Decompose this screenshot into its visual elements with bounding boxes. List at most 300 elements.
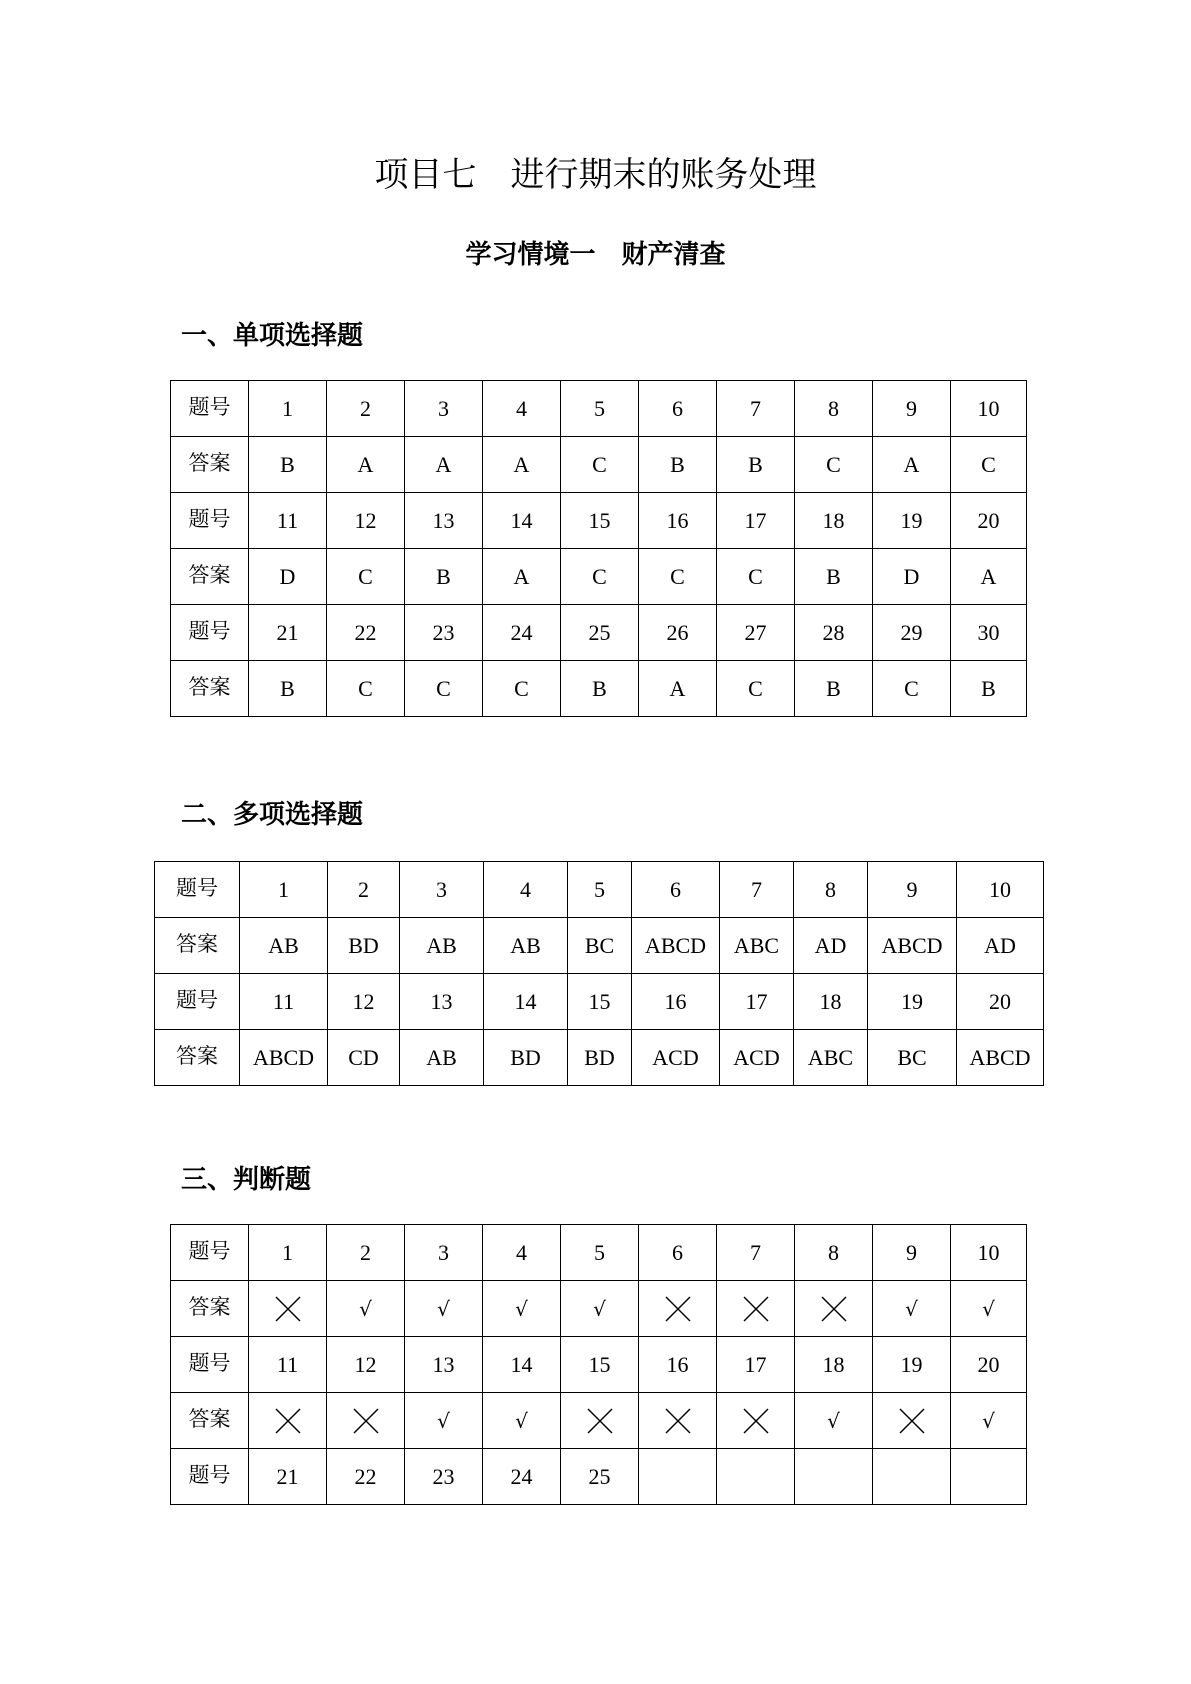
table-cell xyxy=(483,1337,561,1393)
table-cell xyxy=(639,605,717,661)
table-cell xyxy=(327,381,405,437)
table-cell xyxy=(561,1337,639,1393)
cross-mark-icon xyxy=(275,1408,301,1434)
check-mark: √ xyxy=(515,1408,528,1433)
table-row xyxy=(171,1393,1027,1449)
table-cell xyxy=(873,605,951,661)
cell-value: 3 xyxy=(438,395,449,421)
cell-value: C xyxy=(748,675,763,701)
cell-value: 18 xyxy=(822,507,845,533)
cell-value: 11 xyxy=(276,507,299,533)
section-heading-multiple-choice: 二、多项选择题 xyxy=(181,800,364,830)
cross-mark-icon xyxy=(743,1408,769,1434)
table-cell xyxy=(951,381,1027,437)
table-cell xyxy=(400,862,484,918)
table-cell xyxy=(484,974,568,1030)
table-cell xyxy=(632,974,720,1030)
table-row xyxy=(171,493,1027,549)
table-cell xyxy=(720,974,794,1030)
table-cell xyxy=(561,1281,639,1337)
row-label-text: 题号 xyxy=(188,619,231,643)
cross-mark-icon xyxy=(821,1296,847,1322)
table-cell xyxy=(632,862,720,918)
table-cell xyxy=(328,918,400,974)
cell-value: A xyxy=(980,563,997,589)
table-cell xyxy=(720,1030,794,1086)
table-cell xyxy=(795,437,873,493)
table-cell xyxy=(327,1393,405,1449)
cell-value: 8 xyxy=(828,1239,839,1265)
table-cell xyxy=(327,437,405,493)
table-cell xyxy=(240,974,328,1030)
table-cell xyxy=(639,549,717,605)
page-subtitle: 学习情境一 财产清查 xyxy=(465,240,726,270)
table-cell xyxy=(568,918,632,974)
table-cell xyxy=(717,437,795,493)
table-cell xyxy=(794,862,868,918)
table-cell xyxy=(873,381,951,437)
table-cell xyxy=(484,918,568,974)
table-cell xyxy=(484,1030,568,1086)
table-cell xyxy=(240,862,328,918)
table-cell xyxy=(568,862,632,918)
table-cell xyxy=(483,437,561,493)
table-cell xyxy=(795,493,873,549)
table-cell xyxy=(561,1449,639,1505)
cell-value: C xyxy=(358,563,373,589)
table-cell xyxy=(632,1030,720,1086)
row-label xyxy=(171,493,249,549)
cell-value: 18 xyxy=(819,988,842,1014)
cell-value: 20 xyxy=(977,507,1000,533)
cell-value: 14 xyxy=(510,1351,533,1377)
cell-value: B xyxy=(826,563,841,589)
cell-value: B xyxy=(436,563,451,589)
cell-value: B xyxy=(280,675,295,701)
cell-value: 7 xyxy=(750,395,761,421)
table-cell xyxy=(795,1225,873,1281)
cell-value: AB xyxy=(426,932,457,958)
table-cell xyxy=(405,661,483,717)
cell-value: 9 xyxy=(906,1239,917,1265)
row-label xyxy=(171,661,249,717)
cell-value: 2 xyxy=(360,395,371,421)
cell-value: 27 xyxy=(744,619,767,645)
table-row xyxy=(171,381,1027,437)
table-cell xyxy=(249,1393,327,1449)
row-label xyxy=(155,918,240,974)
table-cell xyxy=(483,1281,561,1337)
cell-value: 14 xyxy=(514,988,537,1014)
table-cell xyxy=(639,1225,717,1281)
cell-value: 2 xyxy=(360,1239,371,1265)
table-cell xyxy=(249,549,327,605)
table-cell xyxy=(483,493,561,549)
table-cell xyxy=(795,1337,873,1393)
row-label-text: 答案 xyxy=(188,563,231,587)
cell-value: 10 xyxy=(989,876,1011,902)
table-cell xyxy=(561,1225,639,1281)
table-cell xyxy=(405,437,483,493)
cell-value: 19 xyxy=(901,988,923,1014)
table-cell xyxy=(639,1449,717,1505)
cell-value: 11 xyxy=(272,988,295,1014)
page-title: 项目七 进行期末的账务处理 xyxy=(374,155,817,195)
table-cell xyxy=(483,1225,561,1281)
table-cell xyxy=(483,1449,561,1505)
cell-value: 15 xyxy=(588,988,611,1014)
table-cell xyxy=(405,549,483,605)
table-cell xyxy=(249,661,327,717)
table-cell xyxy=(717,1225,795,1281)
table-cell xyxy=(328,1030,400,1086)
check-mark: √ xyxy=(437,1408,450,1433)
cell-value: A xyxy=(435,451,452,477)
cross-mark-icon xyxy=(587,1408,613,1434)
table-cell xyxy=(483,381,561,437)
row-label-text: 题号 xyxy=(176,876,218,900)
cell-value: AD xyxy=(984,932,1016,958)
table-cell xyxy=(868,1030,957,1086)
table-cell xyxy=(327,1225,405,1281)
table-cell xyxy=(957,1030,1044,1086)
table-cell xyxy=(327,1337,405,1393)
table-cell xyxy=(873,661,951,717)
table-cell xyxy=(483,1393,561,1449)
cell-value: 6 xyxy=(672,395,683,421)
cell-value: 30 xyxy=(977,619,1000,645)
cell-value: C xyxy=(592,563,607,589)
table-cell xyxy=(328,974,400,1030)
table-row xyxy=(171,1225,1027,1281)
table-cell xyxy=(873,1449,951,1505)
table-cell xyxy=(951,437,1027,493)
row-label xyxy=(171,437,249,493)
table-row xyxy=(171,437,1027,493)
cell-value: B xyxy=(981,675,996,701)
cell-value: AB xyxy=(426,1044,457,1070)
cell-value: 21 xyxy=(276,619,299,645)
table-row xyxy=(171,1449,1027,1505)
cross-mark-icon xyxy=(743,1296,769,1322)
multiple-choice-answer-table xyxy=(154,861,1044,1086)
cell-value: C xyxy=(358,675,373,701)
table-cell xyxy=(717,1393,795,1449)
table-cell xyxy=(405,605,483,661)
table-cell xyxy=(561,381,639,437)
cell-value: D xyxy=(903,563,920,589)
row-label-text: 答案 xyxy=(176,932,218,956)
cell-value: 3 xyxy=(436,876,447,902)
cell-value: 4 xyxy=(516,395,527,421)
table-cell xyxy=(327,549,405,605)
cell-value: B xyxy=(592,675,607,701)
table-cell xyxy=(561,437,639,493)
table-cell xyxy=(327,1449,405,1505)
table-cell xyxy=(873,1225,951,1281)
table-cell xyxy=(405,493,483,549)
table-cell xyxy=(951,1393,1027,1449)
table-cell xyxy=(873,1393,951,1449)
cell-value: 25 xyxy=(588,1463,611,1489)
row-label-text: 答案 xyxy=(188,451,231,475)
table-cell xyxy=(868,974,957,1030)
table-cell xyxy=(561,493,639,549)
cell-value: C xyxy=(981,451,996,477)
cell-value: BC xyxy=(897,1044,927,1070)
check-mark: √ xyxy=(827,1408,840,1433)
table-cell xyxy=(240,1030,328,1086)
cell-value: C xyxy=(904,675,919,701)
cell-value: 17 xyxy=(744,1351,767,1377)
cell-value: 12 xyxy=(354,1351,377,1377)
cell-value: 17 xyxy=(745,988,768,1014)
cell-value: C xyxy=(748,563,763,589)
cross-mark-icon xyxy=(665,1408,691,1434)
table-cell xyxy=(717,661,795,717)
table-cell xyxy=(484,862,568,918)
row-label-text: 题号 xyxy=(188,395,231,419)
table-row xyxy=(171,1337,1027,1393)
table-cell xyxy=(868,918,957,974)
cell-value: 4 xyxy=(516,1239,527,1265)
cell-value: A xyxy=(669,675,686,701)
cell-value: ACD xyxy=(733,1044,780,1070)
row-label xyxy=(171,605,249,661)
cell-value: B xyxy=(280,451,295,477)
cell-value: 5 xyxy=(594,876,605,902)
cell-value: 20 xyxy=(989,988,1011,1014)
table-cell xyxy=(400,918,484,974)
cell-value: 5 xyxy=(594,1239,605,1265)
table-cell xyxy=(561,549,639,605)
row-label-text: 答案 xyxy=(188,675,231,699)
cell-value: A xyxy=(513,563,530,589)
check-mark: √ xyxy=(982,1408,995,1433)
table-row xyxy=(155,918,1044,974)
table-cell xyxy=(795,661,873,717)
single-choice-answer-table xyxy=(170,380,1027,717)
cell-value: A xyxy=(513,451,530,477)
table-cell xyxy=(400,1030,484,1086)
check-mark: √ xyxy=(905,1296,918,1321)
cell-value: 24 xyxy=(510,1463,533,1489)
cell-value: 15 xyxy=(588,1351,611,1377)
table-cell xyxy=(483,549,561,605)
cell-value: ABCD xyxy=(881,932,943,958)
table-cell xyxy=(951,1337,1027,1393)
table-row xyxy=(171,549,1027,605)
table-cell xyxy=(795,1393,873,1449)
table-row xyxy=(155,974,1044,1030)
cell-value: 6 xyxy=(670,876,681,902)
cell-value: 2 xyxy=(358,876,369,902)
table-cell xyxy=(249,1225,327,1281)
row-label xyxy=(171,1225,249,1281)
section-heading-true-false: 三、判断题 xyxy=(181,1165,312,1195)
table-row xyxy=(171,661,1027,717)
cell-value: 26 xyxy=(666,619,689,645)
table-cell xyxy=(639,661,717,717)
row-label xyxy=(171,1337,249,1393)
table-cell xyxy=(639,381,717,437)
cell-value: BD xyxy=(584,1044,615,1070)
table-cell xyxy=(951,1449,1027,1505)
row-label-text: 题号 xyxy=(188,1463,231,1487)
cell-value: 22 xyxy=(354,619,377,645)
table-cell xyxy=(327,1281,405,1337)
table-row xyxy=(171,605,1027,661)
cell-value: 29 xyxy=(900,619,923,645)
table-cell xyxy=(951,1281,1027,1337)
cell-value: 8 xyxy=(825,876,836,902)
row-label-text: 题号 xyxy=(188,1351,231,1375)
cross-mark-icon xyxy=(899,1408,925,1434)
table-cell xyxy=(249,605,327,661)
table-cell xyxy=(249,1281,327,1337)
check-mark: √ xyxy=(593,1296,606,1321)
table-cell xyxy=(717,381,795,437)
table-row xyxy=(155,1030,1044,1086)
row-label xyxy=(171,381,249,437)
cell-value: D xyxy=(279,563,296,589)
cell-value: 25 xyxy=(588,619,611,645)
cell-value: 21 xyxy=(276,1463,299,1489)
cross-mark-icon xyxy=(665,1296,691,1322)
table-cell xyxy=(720,918,794,974)
cell-value: 17 xyxy=(744,507,767,533)
cell-value: 18 xyxy=(822,1351,845,1377)
row-label-text: 题号 xyxy=(188,507,231,531)
check-mark: √ xyxy=(359,1296,372,1321)
cell-value: C xyxy=(592,451,607,477)
row-label xyxy=(155,974,240,1030)
table-cell xyxy=(249,381,327,437)
cell-value: BD xyxy=(510,1044,541,1070)
table-cell xyxy=(794,974,868,1030)
row-label xyxy=(171,1449,249,1505)
row-label-text: 题号 xyxy=(188,1239,231,1263)
cell-value: 24 xyxy=(510,619,533,645)
cell-value: 7 xyxy=(751,876,762,902)
table-cell xyxy=(717,493,795,549)
cell-value: 14 xyxy=(510,507,533,533)
cell-value: 15 xyxy=(588,507,611,533)
cell-value: 1 xyxy=(282,395,293,421)
table-cell xyxy=(568,1030,632,1086)
table-cell xyxy=(951,605,1027,661)
table-cell xyxy=(405,1449,483,1505)
cell-value: C xyxy=(826,451,841,477)
table-cell xyxy=(327,493,405,549)
cell-value: 9 xyxy=(906,395,917,421)
cell-value: 22 xyxy=(354,1463,377,1489)
table-cell xyxy=(561,1393,639,1449)
table-cell xyxy=(717,1449,795,1505)
cell-value: B xyxy=(748,451,763,477)
cell-value: 12 xyxy=(352,988,375,1014)
table-cell xyxy=(957,974,1044,1030)
cell-value: AB xyxy=(510,932,541,958)
row-label xyxy=(155,862,240,918)
table-cell xyxy=(639,493,717,549)
row-label-text: 答案 xyxy=(188,1407,231,1431)
table-cell xyxy=(957,862,1044,918)
cell-value: A xyxy=(357,451,374,477)
table-cell xyxy=(873,437,951,493)
cell-value: 6 xyxy=(672,1239,683,1265)
row-label xyxy=(171,1393,249,1449)
table-cell xyxy=(249,493,327,549)
table-cell xyxy=(951,661,1027,717)
table-row xyxy=(171,1281,1027,1337)
table-cell xyxy=(400,974,484,1030)
cell-value: 16 xyxy=(666,1351,689,1377)
table-cell xyxy=(240,918,328,974)
table-cell xyxy=(873,549,951,605)
cross-mark-icon xyxy=(275,1296,301,1322)
cell-value: B xyxy=(670,451,685,477)
table-cell xyxy=(951,493,1027,549)
cell-value: ABC xyxy=(733,932,780,958)
cell-value: ABCD xyxy=(252,1044,315,1070)
cell-value: AD xyxy=(814,932,847,958)
cell-value: 5 xyxy=(594,395,605,421)
table-cell xyxy=(328,862,400,918)
table-cell xyxy=(717,1281,795,1337)
row-label xyxy=(171,549,249,605)
table-cell xyxy=(249,437,327,493)
table-cell xyxy=(561,661,639,717)
check-mark: √ xyxy=(515,1296,528,1321)
cell-value: AB xyxy=(268,932,299,958)
cell-value: ABC xyxy=(807,1044,854,1070)
table-cell xyxy=(639,1281,717,1337)
cell-value: A xyxy=(903,451,920,477)
table-cell xyxy=(873,1281,951,1337)
table-cell xyxy=(957,918,1044,974)
table-cell xyxy=(639,437,717,493)
cell-value: 4 xyxy=(520,876,531,902)
cell-value: 3 xyxy=(438,1239,449,1265)
table-cell xyxy=(795,1449,873,1505)
cell-value: 16 xyxy=(664,988,687,1014)
table-cell xyxy=(561,605,639,661)
table-row xyxy=(155,862,1044,918)
table-cell xyxy=(405,1337,483,1393)
table-cell xyxy=(327,661,405,717)
section-heading-single-choice: 一、单项选择题 xyxy=(181,321,364,351)
cell-value: 13 xyxy=(432,1351,455,1377)
cell-value: 9 xyxy=(906,876,918,902)
cell-value: 16 xyxy=(666,507,689,533)
table-cell xyxy=(327,605,405,661)
cell-value: 8 xyxy=(828,395,839,421)
cell-value: 1 xyxy=(278,876,289,902)
table-cell xyxy=(720,862,794,918)
cell-value: 10 xyxy=(977,395,1000,421)
table-cell xyxy=(794,1030,868,1086)
cell-value: ACD xyxy=(652,1044,699,1070)
table-cell xyxy=(405,381,483,437)
cell-value: C xyxy=(514,675,529,701)
cell-value: 7 xyxy=(750,1239,761,1265)
cell-value: 13 xyxy=(430,988,453,1014)
cell-value: 1 xyxy=(282,1239,293,1265)
row-label-text: 答案 xyxy=(176,1044,218,1068)
cross-mark-icon xyxy=(353,1408,379,1434)
cell-value: 28 xyxy=(822,619,845,645)
